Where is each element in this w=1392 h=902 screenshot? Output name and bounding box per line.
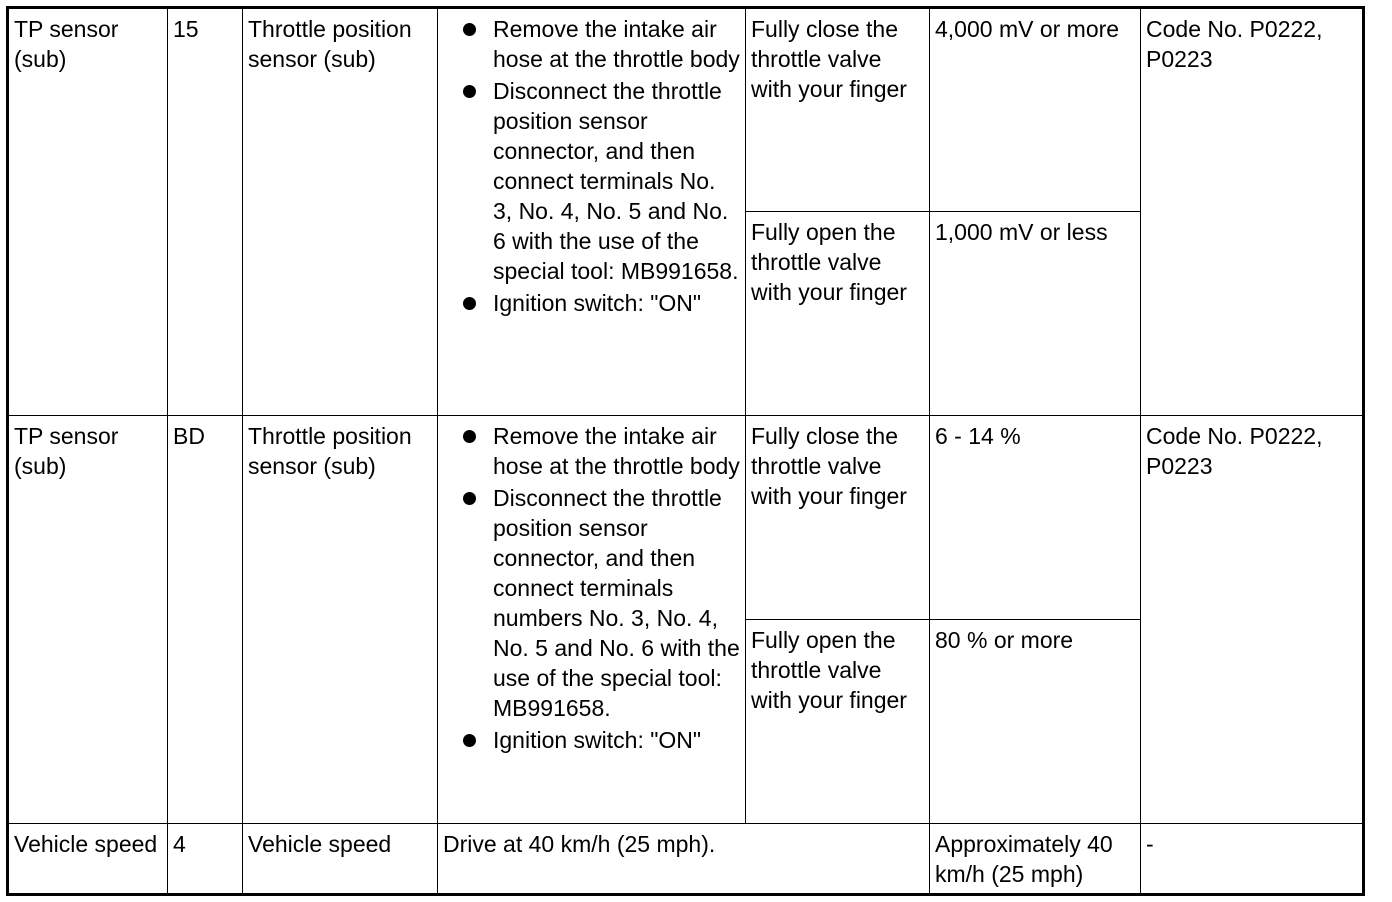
list-item: Remove the intake air hose at the throttle body <box>443 14 740 74</box>
check-condition-cell <box>438 416 746 824</box>
item-cell: Vehicle speed <box>8 824 168 895</box>
condition-list <box>443 421 740 755</box>
reference-cell: Code No. P0222, P0223 <box>1141 8 1364 416</box>
check-condition-cell: Drive at 40 km/h (25 mph). <box>438 824 930 895</box>
table-row <box>8 824 1364 895</box>
item-number-cell: 4 <box>168 824 243 895</box>
reference-cell: - <box>1141 824 1364 895</box>
inspection-table <box>6 6 1365 896</box>
normal-condition-cell: 1,000 mV or less <box>930 212 1141 416</box>
table-row <box>8 416 1364 620</box>
state-cell: Fully open the throttle valve with your finger <box>746 620 930 824</box>
check-item-cell: Throttle position sensor (sub) <box>243 416 438 824</box>
condition-list <box>443 14 740 318</box>
normal-condition-cell: 80 % or more <box>930 620 1141 824</box>
state-cell: Fully open the throttle valve with your finger <box>746 212 930 416</box>
item-cell: TP sensor (sub) <box>8 416 168 824</box>
list-item: Disconnect the throttle position sensor connector, and then connect terminals No. 3, No. 4, No. 5 and No. 6 with the use of the special tool: MB991658. <box>443 76 740 286</box>
normal-condition-cell: 4,000 mV or more <box>930 8 1141 212</box>
check-condition-cell <box>438 8 746 416</box>
item-number-cell: 15 <box>168 8 243 416</box>
state-cell: Fully close the throttle valve with your finger <box>746 416 930 620</box>
list-item: Remove the intake air hose at the throttle body <box>443 421 740 481</box>
list-item: Disconnect the throttle position sensor connector, and then connect terminals numbers No. 3, No. 4, No. 5 and No. 6 with the use of the special tool: MB991658. <box>443 483 740 723</box>
item-number-cell: BD <box>168 416 243 824</box>
check-item-cell: Throttle position sensor (sub) <box>243 8 438 416</box>
table-row <box>8 8 1364 212</box>
reference-cell: Code No. P0222, P0223 <box>1141 416 1364 824</box>
normal-condition-cell: Approximately 40 km/h (25 mph) <box>930 824 1141 895</box>
state-cell: Fully close the throttle valve with your finger <box>746 8 930 212</box>
list-item: Ignition switch: "ON" <box>443 725 740 755</box>
normal-condition-cell: 6 - 14 % <box>930 416 1141 620</box>
list-item: Ignition switch: "ON" <box>443 288 740 318</box>
check-item-cell: Vehicle speed <box>243 824 438 895</box>
item-cell: TP sensor (sub) <box>8 8 168 416</box>
